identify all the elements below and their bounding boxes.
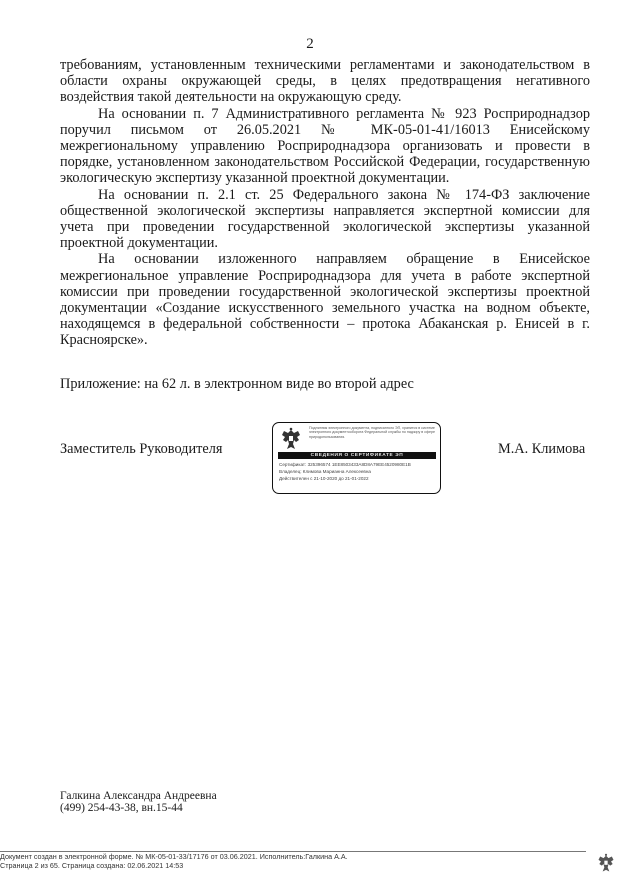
footer-page-info: Страница 2 из 65. Страница создана: 02.06.2021 14:53: [0, 860, 184, 870]
stamp-owner: Владелец: Климова Марианна Алексеевна: [279, 469, 371, 474]
executor-name: Галкина Александра Андреевна: [60, 790, 217, 802]
paragraph: требованиям, установленным техническими регламентами и законодательством в области охраны окружающей среды, в целях предотвращения негативного воздействия такой деятельности на окружающую среду.: [60, 57, 590, 106]
paragraph: На основании п. 2.1 ст. 25 Федерального закона № 174-ФЗ заключение общественной экологической экспертизы направляется экспертной комиссии для учета при проведении государственной экологической экспертизы указанной проектной документации.: [60, 186, 590, 252]
paragraph: На основании изложенного направляем обращение в Енисейское межрегиональное управление Росприроднадзора для учета в работе экспертной комиссии при проведении государственной экологической экспертизы проектной документации «Создание искусственного земельного участка на водном объекте, находящемся в федеральной собственности – протока Абаканская р. Енисей в г. Красноярске».: [60, 251, 590, 349]
executor-block: [60, 790, 217, 814]
russian-eagle-emblem-icon: [596, 853, 616, 875]
paragraph: На основании п. 7 Административного регламента № 923 Росприроднадзор поручил письмом от 26.05.2021 № МК-05-01-41/16013 Енисейскому межрегиональному управлению Росприроднадзора организовать и провести в порядке, установленном законодательством Российской Федерации, государственную экологическую экспертизу указанной проектной документации.: [60, 105, 590, 187]
attachment-note: Приложение: на 62 л. в электронном виде во второй адрес: [60, 376, 414, 392]
executor-phone: (499) 254-43-38, вн.15-44: [60, 802, 183, 814]
stamp-header: СВЕДЕНИЯ О СЕРТИФИКАТЕ ЭП: [278, 452, 436, 459]
letter-body: [60, 57, 590, 349]
footer-document-info: Документ создан в электронной форме. № МК-05-01-33/17176 от 03.06.2021. Исполнитель:Галкина А.А.: [0, 852, 348, 861]
russian-eagle-emblem-icon: [279, 427, 303, 453]
stamp-certificate: Сертификат: 325396574 1EE8503433A8D8A79EE4520980E1B: [279, 462, 411, 467]
signatory-name: М.А. Климова: [498, 441, 586, 457]
electronic-signature-stamp: [272, 422, 441, 494]
page-footer: [0, 853, 348, 870]
stamp-validity: Действителен с 21-10-2020 до 21-01-2022: [279, 476, 369, 481]
stamp-notice: Подлинник электронного документа, подписанного ЭП, хранится в системе электронного документооборота Федеральной службы по надзору в сфере природопользования.: [309, 426, 435, 439]
page-number: 2: [306, 36, 314, 52]
signatory-title: Заместитель Руководителя: [60, 441, 223, 457]
